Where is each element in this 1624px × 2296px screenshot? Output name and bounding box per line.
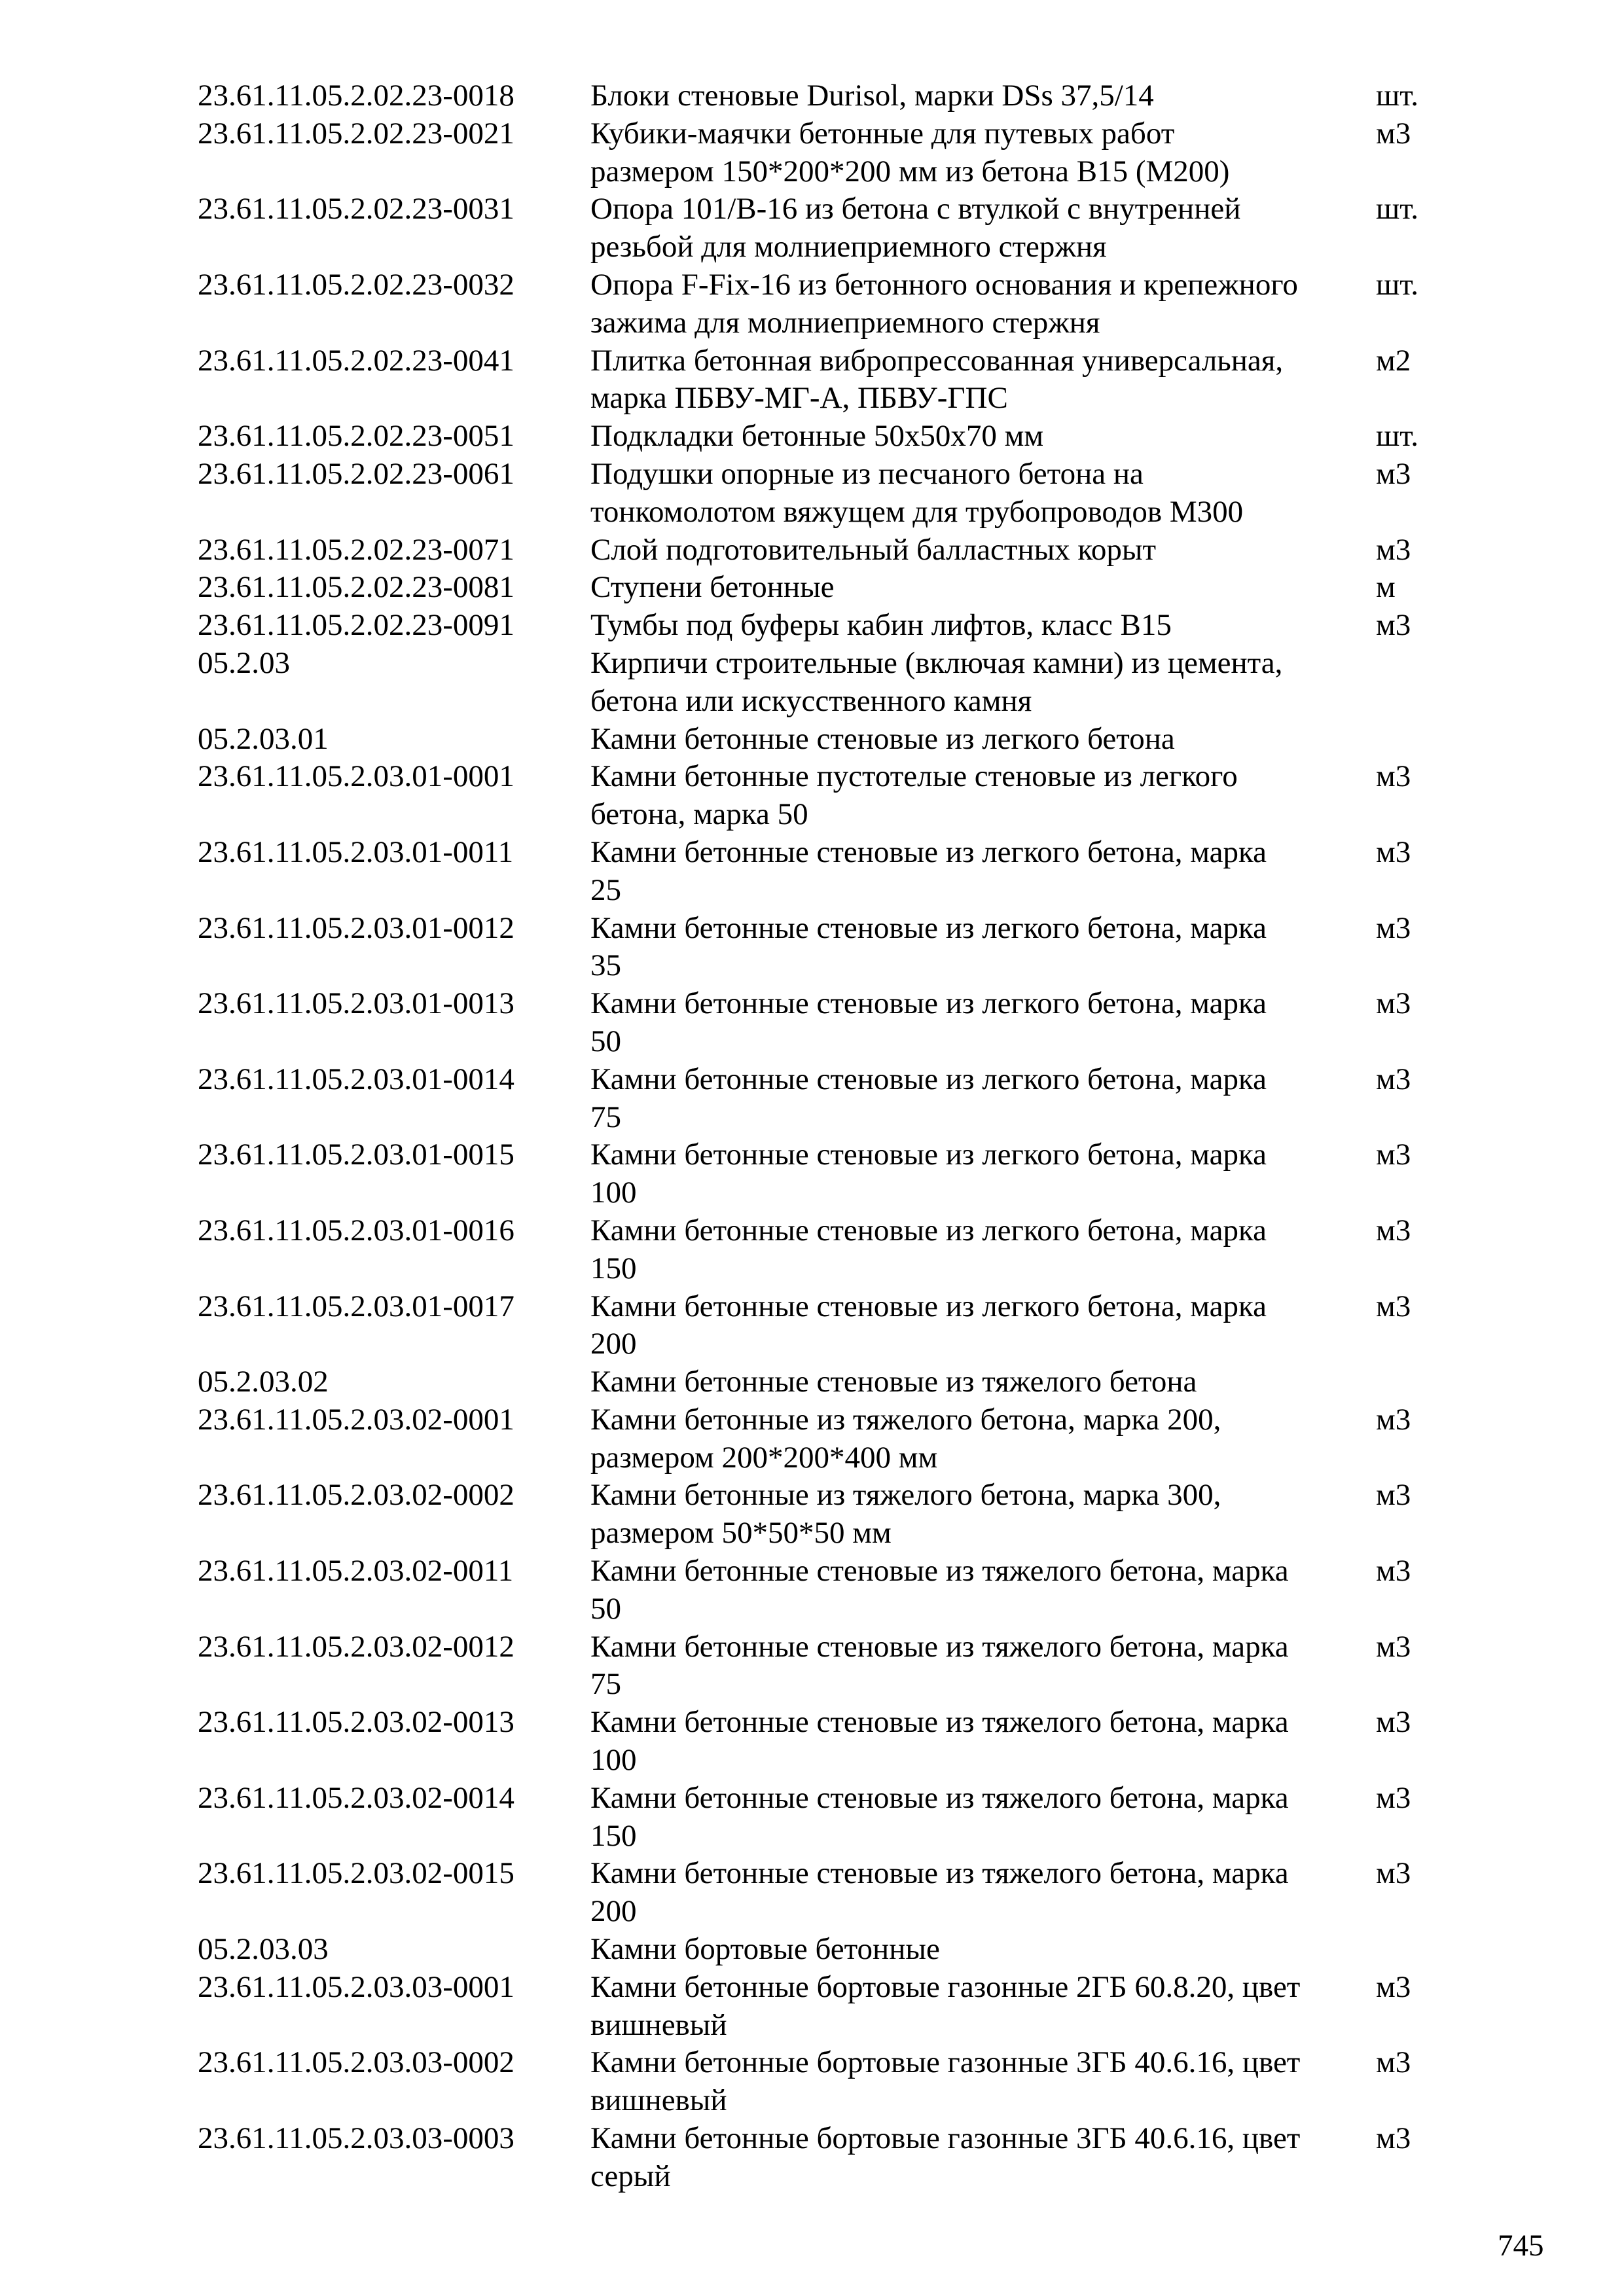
item-name-line: Камни бетонные стеновые из легкого бетона, марка	[590, 910, 1267, 945]
table-row	[198, 985, 1441, 1061]
item-name	[590, 2120, 1376, 2196]
table-row	[198, 1704, 1441, 1780]
table-row	[198, 2120, 1441, 2196]
item-name-line: размером 200*200*400 мм	[590, 1440, 938, 1475]
table-row	[198, 456, 1441, 531]
table-row	[198, 1363, 1441, 1401]
item-name	[590, 910, 1376, 986]
item-name	[590, 266, 1376, 342]
item-unit: м3	[1376, 1780, 1411, 1815]
item-name	[590, 1401, 1376, 1477]
item-unit: м3	[1376, 2121, 1411, 2156]
item-unit: м3	[1376, 1138, 1411, 1172]
item-code: 23.61.11.05.2.02.23-0021	[198, 116, 514, 151]
table-row	[198, 2044, 1441, 2120]
item-name	[590, 1931, 1376, 1969]
item-unit	[1376, 645, 1441, 721]
table-row	[198, 190, 1441, 266]
table-row	[198, 115, 1441, 191]
item-code: 23.61.11.05.2.03.01-0012	[198, 910, 514, 945]
item-code: 23.61.11.05.2.02.23-0032	[198, 267, 514, 302]
item-code: 23.61.11.05.2.03.02-0012	[198, 1629, 514, 1664]
item-name-line: Камни бетонные бортовые газонные 3ГБ 40.6.16, цвет	[590, 2045, 1301, 2080]
table-row	[198, 418, 1441, 456]
table-row	[198, 1552, 1441, 1628]
item-code: 23.61.11.05.2.02.23-0091	[198, 608, 514, 643]
table-row	[198, 645, 1441, 721]
item-code: 23.61.11.05.2.02.23-0031	[198, 192, 514, 226]
item-unit: шт.	[1376, 267, 1418, 302]
item-name	[590, 1363, 1376, 1401]
item-code: 23.61.11.05.2.03.01-0016	[198, 1213, 514, 1247]
item-name-line: Блоки стеновые Durisol, марки DSs 37,5/14	[590, 79, 1154, 113]
materials-table-body	[198, 77, 1441, 2196]
item-unit: м3	[1376, 1289, 1411, 1323]
item-name-line: Камни бетонные стеновые из тяжелого бетона, марка	[590, 1780, 1289, 1815]
table-row	[198, 1401, 1441, 1477]
item-name-line: 25	[590, 872, 621, 907]
item-name-line: 200	[590, 1327, 637, 1361]
item-unit: м3	[1376, 1402, 1411, 1437]
item-name-line: Ступени бетонные	[590, 570, 835, 605]
table-row	[198, 1136, 1441, 1212]
item-name-line: 100	[590, 1175, 637, 1210]
item-name	[590, 1969, 1376, 2045]
item-unit: м3	[1376, 456, 1411, 491]
table-row	[198, 1969, 1441, 2045]
item-name-line: 35	[590, 948, 621, 983]
item-name-line: Опора F-Fix-16 из бетонного основания и крепежного	[590, 267, 1298, 302]
item-name-line: Слой подготовительный балластных корыт	[590, 532, 1156, 567]
item-name-line: Камни бетонные из тяжелого бетона, марка 300,	[590, 1478, 1221, 1513]
item-name-line: 75	[590, 1667, 621, 1702]
table-row	[198, 1477, 1441, 1552]
item-name-line: вишневый	[590, 2007, 727, 2042]
table-row	[198, 531, 1441, 569]
item-unit: м3	[1376, 986, 1411, 1021]
item-name-line: Камни бетонные пустотелые стеновые из легкого	[590, 759, 1238, 794]
item-name-line: Камни бетонные стеновые из тяжелого бетона, марка	[590, 1629, 1289, 1664]
item-name-line: Камни бетонные бортовые газонные 3ГБ 40.6.16, цвет	[590, 2121, 1301, 2156]
item-name	[590, 607, 1376, 645]
table-row	[198, 1855, 1441, 1931]
item-name-line: 150	[590, 1818, 637, 1853]
item-name	[590, 1477, 1376, 1552]
table-row	[198, 607, 1441, 645]
item-unit: м3	[1376, 1705, 1411, 1740]
item-unit: м3	[1376, 1062, 1411, 1096]
table-row	[198, 1628, 1441, 1704]
item-name-line: Камни бетонные стеновые из легкого бетона, марка	[590, 1213, 1267, 1247]
item-name	[590, 1552, 1376, 1628]
item-name-line: Камни бетонные стеновые из легкого бетона, марка	[590, 1138, 1267, 1172]
item-name-line: Тумбы под буферы кабин лифтов, класс В15	[590, 608, 1172, 643]
item-name	[590, 456, 1376, 531]
page-number: 745	[1498, 2229, 1544, 2263]
item-name	[590, 1855, 1376, 1931]
item-unit: м2	[1376, 343, 1411, 378]
item-name	[590, 758, 1376, 834]
item-name	[590, 1628, 1376, 1704]
item-unit: м3	[1376, 608, 1411, 643]
table-row	[198, 758, 1441, 834]
item-name	[590, 721, 1376, 759]
item-name	[590, 1136, 1376, 1212]
item-name-line: бетона, марка 50	[590, 797, 808, 832]
item-code: 23.61.11.05.2.02.23-0018	[198, 79, 514, 113]
item-code: 23.61.11.05.2.03.01-0017	[198, 1289, 514, 1323]
item-name	[590, 115, 1376, 191]
item-name-line: Камни бетонные стеновые из тяжелого бетона, марка	[590, 1554, 1289, 1588]
item-name-line: Камни бетонные бортовые газонные 2ГБ 60.8.20, цвет	[590, 1969, 1301, 2004]
table-row	[198, 721, 1441, 759]
item-name-line: Камни бортовые бетонные	[590, 1932, 940, 1967]
item-code: 23.61.11.05.2.03.01-0001	[198, 759, 514, 794]
item-name-line: Подкладки бетонные 50x50x70 мм	[590, 419, 1044, 454]
item-name-line: резьбой для молниеприемного стержня	[590, 230, 1107, 264]
item-code: 23.61.11.05.2.03.02-0014	[198, 1780, 514, 1815]
item-name-line: Камни бетонные стеновые из легкого бетона, марка	[590, 1289, 1267, 1323]
item-unit: м3	[1376, 1629, 1411, 1664]
item-unit: м3	[1376, 116, 1411, 151]
item-code: 05.2.03.01	[198, 721, 329, 756]
item-unit: м3	[1376, 834, 1411, 869]
item-code: 23.61.11.05.2.03.02-0002	[198, 1478, 514, 1513]
table-row	[198, 910, 1441, 986]
item-unit: м3	[1376, 1969, 1411, 2004]
table-row	[198, 342, 1441, 418]
item-name	[590, 1061, 1376, 1137]
item-name-line: Кирпичи строительные (включая камни) из цемента,	[590, 645, 1283, 680]
item-unit: м3	[1376, 1213, 1411, 1247]
item-name	[590, 834, 1376, 910]
item-unit	[1376, 721, 1441, 759]
item-unit: м3	[1376, 910, 1411, 945]
item-code: 23.61.11.05.2.03.01-0013	[198, 986, 514, 1021]
item-code: 23.61.11.05.2.02.23-0061	[198, 456, 514, 491]
item-name-line: вишневый	[590, 2083, 727, 2118]
materials-table	[198, 77, 1441, 2196]
item-name-line: 200	[590, 1894, 637, 1929]
item-code: 23.61.11.05.2.03.01-0011	[198, 834, 514, 869]
item-name	[590, 190, 1376, 266]
item-name	[590, 531, 1376, 569]
item-name-line: Камни бетонные стеновые из легкого бетона, марка	[590, 834, 1267, 869]
item-code: 23.61.11.05.2.03.02-0015	[198, 1856, 514, 1891]
item-name-line: 50	[590, 1591, 621, 1626]
item-name-line: Камни бетонные стеновые из легкого бетона	[590, 721, 1175, 756]
item-name-line: Подушки опорные из песчаного бетона на	[590, 456, 1144, 491]
item-name-line: тонкомолотом вяжущем для трубопроводов М300	[590, 494, 1244, 529]
item-name-line: бетона или искусственного камня	[590, 683, 1032, 718]
item-name-line: 150	[590, 1251, 637, 1285]
table-row	[198, 834, 1441, 910]
item-code: 23.61.11.05.2.02.23-0071	[198, 532, 514, 567]
table-row	[198, 1780, 1441, 1856]
item-name-line: Опора 101/В-16 из бетона с втулкой с внутренней	[590, 192, 1241, 226]
item-unit	[1376, 1931, 1441, 1969]
item-code: 23.61.11.05.2.02.23-0041	[198, 343, 514, 378]
item-code: 23.61.11.05.2.03.03-0001	[198, 1969, 514, 2004]
item-name-line: 75	[590, 1100, 621, 1134]
item-name	[590, 342, 1376, 418]
item-unit: м3	[1376, 1554, 1411, 1588]
item-name-line: марка ПБВУ-МГ-А, ПБВУ-ГПС	[590, 381, 1008, 416]
item-code: 23.61.11.05.2.03.02-0013	[198, 1705, 514, 1740]
table-row	[198, 266, 1441, 342]
item-name-line: размером 50*50*50 мм	[590, 1516, 892, 1551]
item-code: 23.61.11.05.2.03.01-0014	[198, 1062, 514, 1096]
item-name-line: Плитка бетонная вибропрессованная универсальная,	[590, 343, 1284, 378]
item-name	[590, 1704, 1376, 1780]
table-row	[198, 1061, 1441, 1137]
item-name	[590, 569, 1376, 607]
item-code: 05.2.03	[198, 645, 290, 680]
item-name-line: Камни бетонные из тяжелого бетона, марка 200,	[590, 1402, 1221, 1437]
item-unit: шт.	[1376, 79, 1418, 113]
item-unit: шт.	[1376, 419, 1418, 454]
table-row	[198, 569, 1441, 607]
item-name	[590, 1212, 1376, 1288]
item-unit: м3	[1376, 532, 1411, 567]
item-unit: м3	[1376, 759, 1411, 794]
item-code: 23.61.11.05.2.02.23-0081	[198, 570, 514, 605]
table-row	[198, 1212, 1441, 1288]
table-row	[198, 77, 1441, 115]
item-code: 23.61.11.05.2.03.01-0015	[198, 1138, 514, 1172]
item-name-line: Камни бетонные стеновые из тяжелого бетона	[590, 1365, 1197, 1399]
item-name-line: Камни бетонные стеновые из легкого бетона, марка	[590, 986, 1267, 1021]
item-code: 23.61.11.05.2.03.03-0003	[198, 2121, 514, 2156]
item-name-line: Камни бетонные стеновые из тяжелого бетона, марка	[590, 1705, 1289, 1740]
item-code: 23.61.11.05.2.02.23-0051	[198, 419, 514, 454]
item-code: 23.61.11.05.2.03.03-0002	[198, 2045, 514, 2080]
item-name	[590, 645, 1376, 721]
table-row	[198, 1931, 1441, 1969]
item-name-line: размером 150*200*200 мм из бетона В15 (М200)	[590, 154, 1230, 188]
item-unit: м3	[1376, 2045, 1411, 2080]
item-code: 23.61.11.05.2.03.02-0001	[198, 1402, 514, 1437]
item-unit: м	[1376, 570, 1396, 605]
item-code: 23.61.11.05.2.03.02-0011	[198, 1554, 514, 1588]
item-name-line: 100	[590, 1743, 637, 1778]
item-code: 05.2.03.02	[198, 1365, 329, 1399]
item-unit	[1376, 1363, 1441, 1401]
item-unit: м3	[1376, 1478, 1411, 1513]
item-name	[590, 2044, 1376, 2120]
item-name-line: 50	[590, 1024, 621, 1058]
item-name	[590, 985, 1376, 1061]
item-name-line: Камни бетонные стеновые из легкого бетона, марка	[590, 1062, 1267, 1096]
item-name	[590, 418, 1376, 456]
table-row	[198, 1288, 1441, 1364]
item-name	[590, 77, 1376, 115]
item-name	[590, 1288, 1376, 1364]
item-name	[590, 1780, 1376, 1856]
item-name-line: Камни бетонные стеновые из тяжелого бетона, марка	[590, 1856, 1289, 1891]
item-unit: м3	[1376, 1856, 1411, 1891]
item-unit: шт.	[1376, 192, 1418, 226]
item-name-line: зажима для молниеприемного стержня	[590, 305, 1100, 340]
item-code: 05.2.03.03	[198, 1932, 329, 1967]
item-name-line: серый	[590, 2159, 671, 2193]
item-name-line: Кубики-маячки бетонные для путевых работ	[590, 116, 1175, 151]
